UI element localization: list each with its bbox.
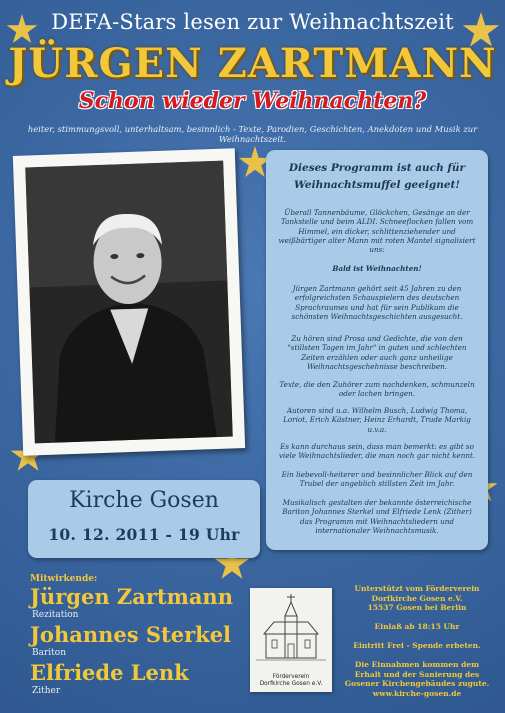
church-caption <box>250 674 332 688</box>
description-paragraph: Autoren sind u.a. Wilhelm Busch, Ludwig Thoma, Loriot, Erich Kästner, Heinz Erhardt, Trude Markig u.v.a. <box>283 406 471 434</box>
sponsor-line-1: Unterstützt vom Förderverein <box>354 584 480 593</box>
description-paragraph: Musikalisch gestalten der bekannte österreichische Bariton Johannes Sterkel und Elfriede Lenk (Zither) das Programm mit Weihnachtsliedern und internationaler Weihnachtsmusik. <box>282 498 472 535</box>
website-link[interactable]: www.kirche-gosen.de <box>372 688 462 698</box>
performer-photo-frame <box>13 148 245 456</box>
panel-heading-line-1: Dieses Programm ist auch für <box>288 162 466 174</box>
admission-time: Einlaß ab 18:15 Uhr <box>374 622 460 631</box>
description-paragraph: Zu hören sind Prosa und Gedichte, die von den "stillsten Tagen im Jahr" in guten und schlechten Zeiten erzählen oder auch ganz unheilige Weihnachtsgeschehnisse beschreiben. <box>287 334 467 371</box>
performer-headline: JÜRGEN ZARTMANN <box>8 40 497 87</box>
contributor-name: Elfriede Lenk <box>30 660 189 685</box>
proceeds-line-2: Erhalt und der Sanierung des <box>354 669 480 679</box>
description-paragraph: Überall Tannenbäume, Glöckchen, Gesänge an der Tankstelle und beim ALDI. Schneeflocken fallen vom Himmel, ein dicker, schlittenziehender und weißbärtiger alter Mann mit roten Mantel signalisiert uns: <box>278 208 476 255</box>
sponsor-line-3: 15537 Gosen bei Berlin <box>367 603 467 612</box>
program-description-panel <box>266 150 488 550</box>
contributor-role: Rezitation <box>32 610 79 620</box>
proceeds-info <box>338 660 496 698</box>
performer-photo <box>25 161 233 444</box>
description-paragraph: Ein liebevoll-heiterer und besinnlicher Blick auf den Trubel der angeblich stillsten Zeit im Jahr. <box>281 470 473 489</box>
contributor-name: Jürgen Zartmann <box>30 584 233 609</box>
panel-heading <box>276 160 478 194</box>
church-logo <box>250 588 332 692</box>
description-highlight: Bald ist Weihnachten! <box>332 264 422 273</box>
contributor-role: Zither <box>32 686 61 696</box>
description-paragraph: Texte, die den Zuhörer zum nachdenken, schmunzeln oder lachen bringen. <box>279 380 475 399</box>
church-drawing <box>250 588 332 668</box>
program-tagline: heiter, stimmungsvoll, unterhaltsam, besinnlich - Texte, Parodien, Geschichten, Anekdoten und Musik zur Weihnachtszeit. <box>27 124 478 144</box>
proceeds-line-3: Gosener Kirchengebäudes zugute. <box>344 679 490 688</box>
venue-panel <box>28 480 260 558</box>
contributor-role: Bariton <box>32 648 66 658</box>
contributor-name: Johannes Sterkel <box>30 622 232 647</box>
description-paragraph: Jürgen Zartmann gehört seit 45 Jahren zu den erfolgreichsten Schauspielern des deutschen Sprachraumes und hat für sein Publikum die schönsten Weihnachtsgeschichten ausgesucht. <box>291 284 463 321</box>
event-series-title: DEFA-Stars lesen zur Weihnachtszeit <box>51 10 454 34</box>
sponsor-line-2: Dorfkirche Gosen e.V. <box>371 593 463 603</box>
event-date: 10. 12. 2011 - 19 Uhr <box>48 525 240 544</box>
description-paragraph: Es kann durchaus sein, dass man bemerkt: es gibt so viele Weihnachtslieder, die man noch gar nicht kennt. <box>278 442 476 461</box>
program-title: Schon wieder Weihnachten? <box>78 88 427 114</box>
entry-info: Eintritt Frei - Spende erbeten. <box>353 641 481 650</box>
proceeds-line-1: Die Einnahmen kommen dem <box>354 660 480 669</box>
church-caption-line-2: Dorfkirche Gosen e.V. <box>259 681 323 687</box>
venue-name: Kirche Gosen <box>69 488 219 513</box>
sponsor-info <box>338 584 496 613</box>
panel-heading-line-2: Weihnachtsmuffel geeignet! <box>293 179 461 191</box>
contributors-label: Mitwirkende: <box>30 574 98 584</box>
church-caption-line-1: Förderverein <box>272 674 310 680</box>
